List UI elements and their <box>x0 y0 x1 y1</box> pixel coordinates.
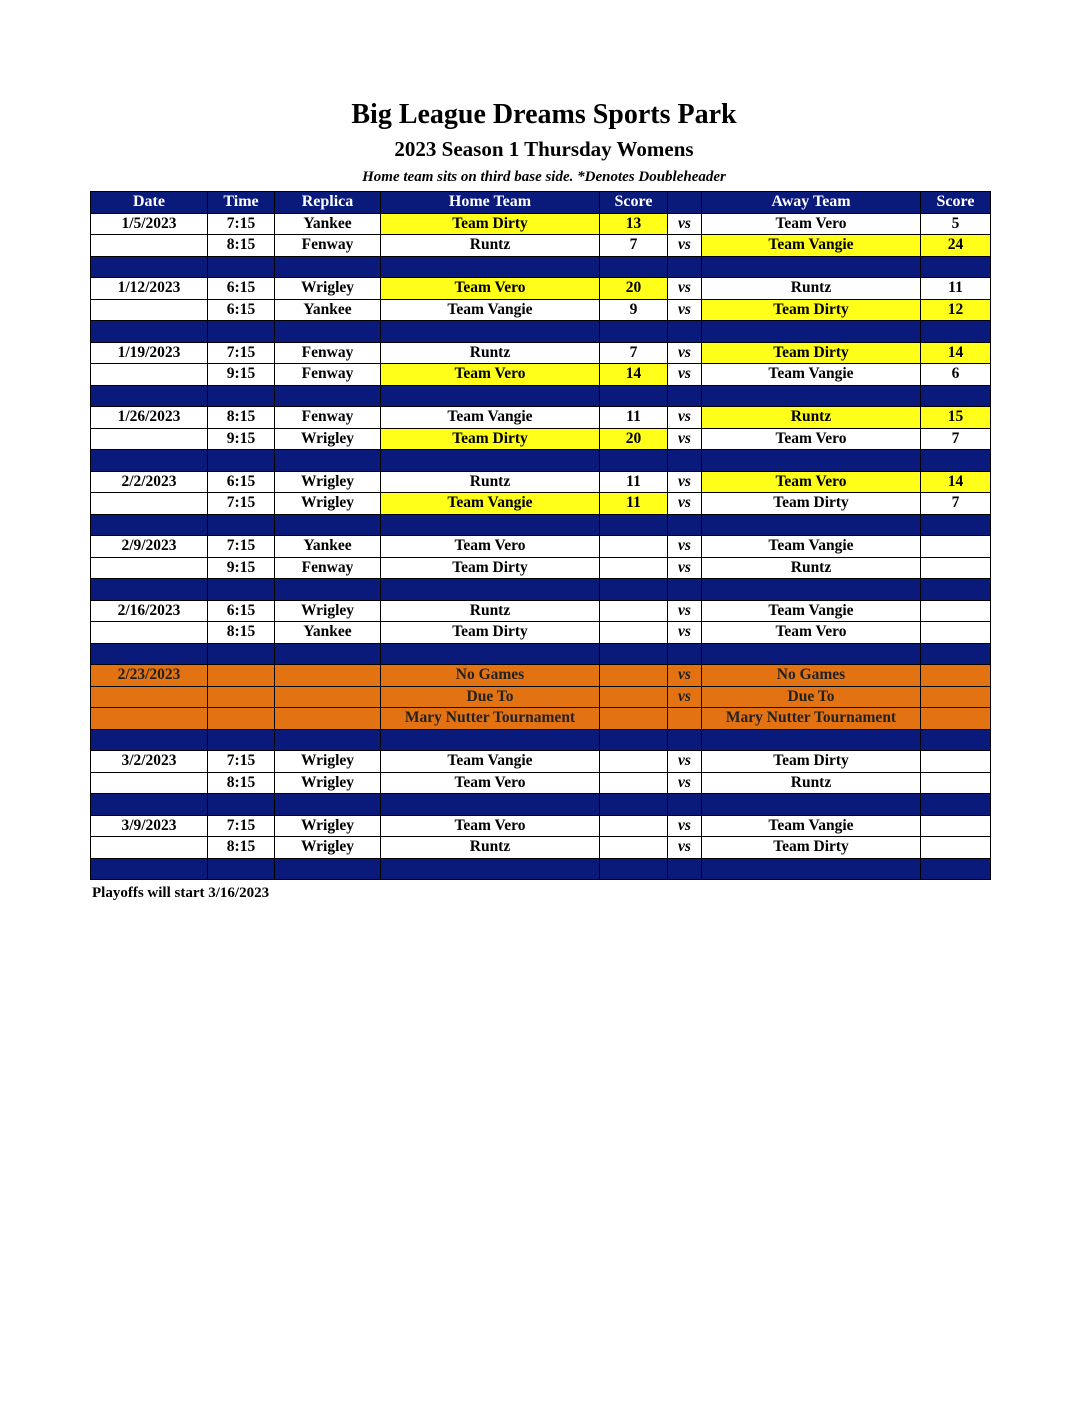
home-score-cell <box>600 772 668 794</box>
separator-cell <box>91 385 208 407</box>
separator-cell <box>381 729 600 751</box>
game-row <box>91 622 991 644</box>
away-team-cell: Team Vero <box>702 428 921 450</box>
replica-cell: Wrigley <box>275 815 381 837</box>
time-cell: 9:15 <box>208 364 275 386</box>
away-score-cell <box>921 751 991 773</box>
separator-cell <box>275 256 381 278</box>
time-cell: 7:15 <box>208 342 275 364</box>
game-row <box>91 751 991 773</box>
separator-cell <box>381 794 600 816</box>
game-row <box>91 471 991 493</box>
replica-cell: Fenway <box>275 342 381 364</box>
date-cell: 1/12/2023 <box>91 278 208 300</box>
vs-cell: vs <box>668 342 702 364</box>
time-cell: 7:15 <box>208 751 275 773</box>
replica-cell: Fenway <box>275 235 381 257</box>
separator-cell <box>381 256 600 278</box>
home-score-cell: 20 <box>600 278 668 300</box>
away-score-cell: 7 <box>921 493 991 515</box>
separator-row <box>91 643 991 665</box>
away-score-cell <box>921 837 991 859</box>
separator-cell <box>668 643 702 665</box>
away-score-cell: 12 <box>921 299 991 321</box>
separator-cell <box>91 321 208 343</box>
replica-cell <box>275 686 381 708</box>
separator-cell <box>275 858 381 880</box>
page-title: Big League Dreams Sports Park <box>351 99 737 130</box>
replica-cell: Yankee <box>275 622 381 644</box>
home-team-cell: Runtz <box>381 342 600 364</box>
time-cell: 6:15 <box>208 299 275 321</box>
date-cell <box>91 837 208 859</box>
date-cell <box>91 235 208 257</box>
separator-cell <box>381 858 600 880</box>
replica-cell: Wrigley <box>275 278 381 300</box>
separator-cell <box>91 794 208 816</box>
separator-cell <box>91 858 208 880</box>
away-score-cell <box>921 815 991 837</box>
separator-cell <box>921 514 991 536</box>
away-team-cell: Runtz <box>702 772 921 794</box>
date-cell <box>91 708 208 730</box>
separator-cell <box>208 514 275 536</box>
away-team-cell: Team Vangie <box>702 815 921 837</box>
separator-cell <box>702 321 921 343</box>
separator-cell <box>600 321 668 343</box>
separator-cell <box>275 321 381 343</box>
home-team-cell: Team Vangie <box>381 299 600 321</box>
vs-cell: vs <box>668 299 702 321</box>
home-score-cell: 11 <box>600 471 668 493</box>
date-cell <box>91 493 208 515</box>
game-row <box>91 299 991 321</box>
separator-cell <box>921 794 991 816</box>
separator-cell <box>668 729 702 751</box>
home-score-cell: 11 <box>600 493 668 515</box>
away-score-cell <box>921 708 991 730</box>
separator-cell <box>208 321 275 343</box>
separator-cell <box>702 858 921 880</box>
replica-cell: Wrigley <box>275 428 381 450</box>
home-team-cell: Team Dirty <box>381 213 600 235</box>
time-cell: 8:15 <box>208 407 275 429</box>
col-home-team: Home Team <box>381 192 600 214</box>
separator-row <box>91 450 991 472</box>
home-team-cell: Team Dirty <box>381 428 600 450</box>
separator-cell <box>91 450 208 472</box>
game-row <box>91 428 991 450</box>
date-cell <box>91 428 208 450</box>
away-score-cell: 11 <box>921 278 991 300</box>
home-score-cell: 7 <box>600 342 668 364</box>
date-cell: 2/9/2023 <box>91 536 208 558</box>
away-team-cell: Team Vangie <box>702 536 921 558</box>
away-score-cell: 14 <box>921 471 991 493</box>
away-team-cell: Team Vangie <box>702 235 921 257</box>
away-team-cell: Due To <box>702 686 921 708</box>
playoffs-note: Playoffs will start 3/16/2023 <box>92 885 270 901</box>
separator-cell <box>702 643 921 665</box>
separator-cell <box>600 794 668 816</box>
separator-cell <box>91 514 208 536</box>
time-cell <box>208 665 275 687</box>
vs-cell: vs <box>668 665 702 687</box>
date-cell: 3/9/2023 <box>91 815 208 837</box>
home-score-cell <box>600 686 668 708</box>
separator-cell <box>208 579 275 601</box>
vs-cell: vs <box>668 751 702 773</box>
separator-cell <box>921 858 991 880</box>
away-team-cell: Team Dirty <box>702 751 921 773</box>
separator-cell <box>381 514 600 536</box>
home-team-cell: Team Vero <box>381 278 600 300</box>
separator-cell <box>668 385 702 407</box>
away-score-cell: 14 <box>921 342 991 364</box>
away-score-cell <box>921 600 991 622</box>
vs-cell: vs <box>668 493 702 515</box>
time-cell: 7:15 <box>208 536 275 558</box>
game-row <box>91 213 991 235</box>
separator-cell <box>921 579 991 601</box>
home-team-cell: Runtz <box>381 235 600 257</box>
date-cell <box>91 772 208 794</box>
vs-cell <box>668 708 702 730</box>
separator-cell <box>921 256 991 278</box>
date-cell <box>91 557 208 579</box>
time-cell <box>208 708 275 730</box>
home-team-cell: Runtz <box>381 471 600 493</box>
away-team-cell: Team Vero <box>702 213 921 235</box>
replica-cell: Yankee <box>275 213 381 235</box>
separator-cell <box>275 514 381 536</box>
vs-cell: vs <box>668 536 702 558</box>
vs-cell: vs <box>668 772 702 794</box>
vs-cell: vs <box>668 278 702 300</box>
replica-cell: Wrigley <box>275 837 381 859</box>
vs-cell: vs <box>668 213 702 235</box>
away-score-cell <box>921 686 991 708</box>
vs-cell: vs <box>668 815 702 837</box>
date-cell <box>91 622 208 644</box>
away-team-cell: Team Vero <box>702 622 921 644</box>
separator-cell <box>600 385 668 407</box>
separator-cell <box>668 514 702 536</box>
separator-cell <box>600 729 668 751</box>
time-cell: 8:15 <box>208 772 275 794</box>
page-subtitle: 2023 Season 1 Thursday Womens <box>394 137 694 161</box>
away-team-cell: Team Dirty <box>702 299 921 321</box>
separator-cell <box>208 256 275 278</box>
replica-cell: Wrigley <box>275 471 381 493</box>
col-away-team: Away Team <box>702 192 921 214</box>
home-team-cell: Team Vangie <box>381 493 600 515</box>
time-cell <box>208 686 275 708</box>
separator-cell <box>208 858 275 880</box>
separator-cell <box>921 729 991 751</box>
home-team-cell: Mary Nutter Tournament <box>381 708 600 730</box>
vs-cell: vs <box>668 235 702 257</box>
schedule-note: Home team sits on third base side. *Denotes Doubleheader <box>362 169 726 185</box>
away-score-cell <box>921 772 991 794</box>
separator-cell <box>702 579 921 601</box>
vs-cell: vs <box>668 407 702 429</box>
separator-cell <box>702 794 921 816</box>
home-team-cell: Team Vero <box>381 815 600 837</box>
separator-cell <box>275 450 381 472</box>
time-cell: 6:15 <box>208 471 275 493</box>
separator-row <box>91 321 991 343</box>
home-score-cell: 14 <box>600 364 668 386</box>
time-cell: 8:15 <box>208 622 275 644</box>
col-time: Time <box>208 192 275 214</box>
replica-cell: Wrigley <box>275 772 381 794</box>
home-team-cell: Team Vero <box>381 364 600 386</box>
home-team-cell: Team Dirty <box>381 557 600 579</box>
home-score-cell <box>600 665 668 687</box>
date-cell: 1/5/2023 <box>91 213 208 235</box>
separator-cell <box>600 514 668 536</box>
replica-cell: Fenway <box>275 364 381 386</box>
time-cell: 8:15 <box>208 235 275 257</box>
home-score-cell <box>600 815 668 837</box>
separator-row <box>91 729 991 751</box>
separator-cell <box>600 579 668 601</box>
game-row <box>91 600 991 622</box>
home-team-cell: No Games <box>381 665 600 687</box>
away-team-cell: Team Vangie <box>702 600 921 622</box>
away-team-cell: Team Dirty <box>702 837 921 859</box>
separator-cell <box>275 579 381 601</box>
separator-cell <box>702 450 921 472</box>
home-score-cell: 11 <box>600 407 668 429</box>
separator-cell <box>921 450 991 472</box>
separator-cell <box>208 729 275 751</box>
separator-cell <box>381 643 600 665</box>
separator-cell <box>600 643 668 665</box>
date-cell: 1/26/2023 <box>91 407 208 429</box>
separator-cell <box>702 256 921 278</box>
separator-cell <box>668 794 702 816</box>
home-score-cell: 7 <box>600 235 668 257</box>
schedule-table <box>90 191 991 880</box>
separator-row <box>91 514 991 536</box>
date-cell <box>91 364 208 386</box>
schedule-body <box>91 213 991 880</box>
game-row <box>91 278 991 300</box>
away-team-cell: Team Vero <box>702 471 921 493</box>
time-cell: 9:15 <box>208 428 275 450</box>
vs-cell: vs <box>668 686 702 708</box>
away-team-cell: Runtz <box>702 407 921 429</box>
home-score-cell: 9 <box>600 299 668 321</box>
home-team-cell: Team Vangie <box>381 407 600 429</box>
vs-cell: vs <box>668 557 702 579</box>
date-cell: 1/19/2023 <box>91 342 208 364</box>
vs-cell: vs <box>668 364 702 386</box>
separator-cell <box>381 579 600 601</box>
replica-cell: Yankee <box>275 299 381 321</box>
separator-cell <box>702 385 921 407</box>
separator-cell <box>921 385 991 407</box>
away-score-cell: 5 <box>921 213 991 235</box>
separator-row <box>91 858 991 880</box>
separator-cell <box>668 256 702 278</box>
replica-cell: Wrigley <box>275 751 381 773</box>
game-row <box>91 815 991 837</box>
home-score-cell <box>600 536 668 558</box>
home-team-cell: Runtz <box>381 837 600 859</box>
time-cell: 7:15 <box>208 213 275 235</box>
separator-cell <box>381 385 600 407</box>
col-replica: Replica <box>275 192 381 214</box>
no-games-row <box>91 665 991 687</box>
away-score-cell <box>921 622 991 644</box>
replica-cell: Wrigley <box>275 600 381 622</box>
col-home-score: Score <box>600 192 668 214</box>
home-score-cell <box>600 600 668 622</box>
separator-cell <box>208 794 275 816</box>
game-row <box>91 772 991 794</box>
separator-cell <box>381 450 600 472</box>
away-score-cell: 15 <box>921 407 991 429</box>
separator-cell <box>208 450 275 472</box>
home-team-cell: Team Dirty <box>381 622 600 644</box>
date-cell: 2/2/2023 <box>91 471 208 493</box>
game-row <box>91 407 991 429</box>
date-cell <box>91 686 208 708</box>
game-row <box>91 364 991 386</box>
game-row <box>91 557 991 579</box>
vs-cell: vs <box>668 428 702 450</box>
home-team-cell: Runtz <box>381 600 600 622</box>
no-games-row <box>91 708 991 730</box>
vs-cell: vs <box>668 600 702 622</box>
separator-cell <box>275 643 381 665</box>
home-score-cell <box>600 622 668 644</box>
vs-cell: vs <box>668 622 702 644</box>
separator-cell <box>668 450 702 472</box>
home-team-cell: Team Vangie <box>381 751 600 773</box>
separator-cell <box>921 321 991 343</box>
time-cell: 6:15 <box>208 600 275 622</box>
separator-row <box>91 256 991 278</box>
separator-cell <box>275 794 381 816</box>
home-score-cell <box>600 751 668 773</box>
home-score-cell: 13 <box>600 213 668 235</box>
separator-cell <box>275 385 381 407</box>
date-cell: 3/2/2023 <box>91 751 208 773</box>
separator-cell <box>208 385 275 407</box>
away-team-cell: Mary Nutter Tournament <box>702 708 921 730</box>
vs-cell: vs <box>668 471 702 493</box>
away-team-cell: Runtz <box>702 278 921 300</box>
game-row <box>91 235 991 257</box>
date-cell <box>91 299 208 321</box>
home-team-cell: Team Vero <box>381 772 600 794</box>
separator-cell <box>702 729 921 751</box>
time-cell: 8:15 <box>208 837 275 859</box>
away-score-cell <box>921 536 991 558</box>
game-row <box>91 536 991 558</box>
away-score-cell <box>921 665 991 687</box>
replica-cell <box>275 708 381 730</box>
separator-cell <box>600 450 668 472</box>
time-cell: 9:15 <box>208 557 275 579</box>
separator-cell <box>91 643 208 665</box>
separator-cell <box>668 321 702 343</box>
away-team-cell: Team Dirty <box>702 342 921 364</box>
replica-cell: Yankee <box>275 536 381 558</box>
time-cell: 6:15 <box>208 278 275 300</box>
separator-cell <box>91 256 208 278</box>
away-score-cell: 7 <box>921 428 991 450</box>
away-team-cell: Team Dirty <box>702 493 921 515</box>
home-score-cell: 20 <box>600 428 668 450</box>
away-score-cell: 24 <box>921 235 991 257</box>
separator-cell <box>208 643 275 665</box>
game-row <box>91 837 991 859</box>
separator-cell <box>921 643 991 665</box>
separator-cell <box>668 579 702 601</box>
col-away-score: Score <box>921 192 991 214</box>
header-row <box>91 192 991 214</box>
separator-row <box>91 579 991 601</box>
game-row <box>91 342 991 364</box>
replica-cell <box>275 665 381 687</box>
replica-cell: Fenway <box>275 407 381 429</box>
home-team-cell: Due To <box>381 686 600 708</box>
separator-cell <box>702 514 921 536</box>
away-score-cell: 6 <box>921 364 991 386</box>
home-team-cell: Team Vero <box>381 536 600 558</box>
date-cell: 2/23/2023 <box>91 665 208 687</box>
home-score-cell <box>600 837 668 859</box>
vs-cell: vs <box>668 837 702 859</box>
away-team-cell: Runtz <box>702 557 921 579</box>
time-cell: 7:15 <box>208 815 275 837</box>
away-team-cell: Team Vangie <box>702 364 921 386</box>
separator-cell <box>668 858 702 880</box>
separator-row <box>91 794 991 816</box>
game-row <box>91 493 991 515</box>
separator-cell <box>91 579 208 601</box>
no-games-row <box>91 686 991 708</box>
time-cell: 7:15 <box>208 493 275 515</box>
replica-cell: Fenway <box>275 557 381 579</box>
col-vs <box>668 192 702 214</box>
separator-row <box>91 385 991 407</box>
date-cell: 2/16/2023 <box>91 600 208 622</box>
separator-cell <box>381 321 600 343</box>
separator-cell <box>91 729 208 751</box>
separator-cell <box>600 256 668 278</box>
separator-cell <box>600 858 668 880</box>
away-score-cell <box>921 557 991 579</box>
away-team-cell: No Games <box>702 665 921 687</box>
home-score-cell <box>600 557 668 579</box>
home-score-cell <box>600 708 668 730</box>
replica-cell: Wrigley <box>275 493 381 515</box>
separator-cell <box>275 729 381 751</box>
col-date: Date <box>91 192 208 214</box>
